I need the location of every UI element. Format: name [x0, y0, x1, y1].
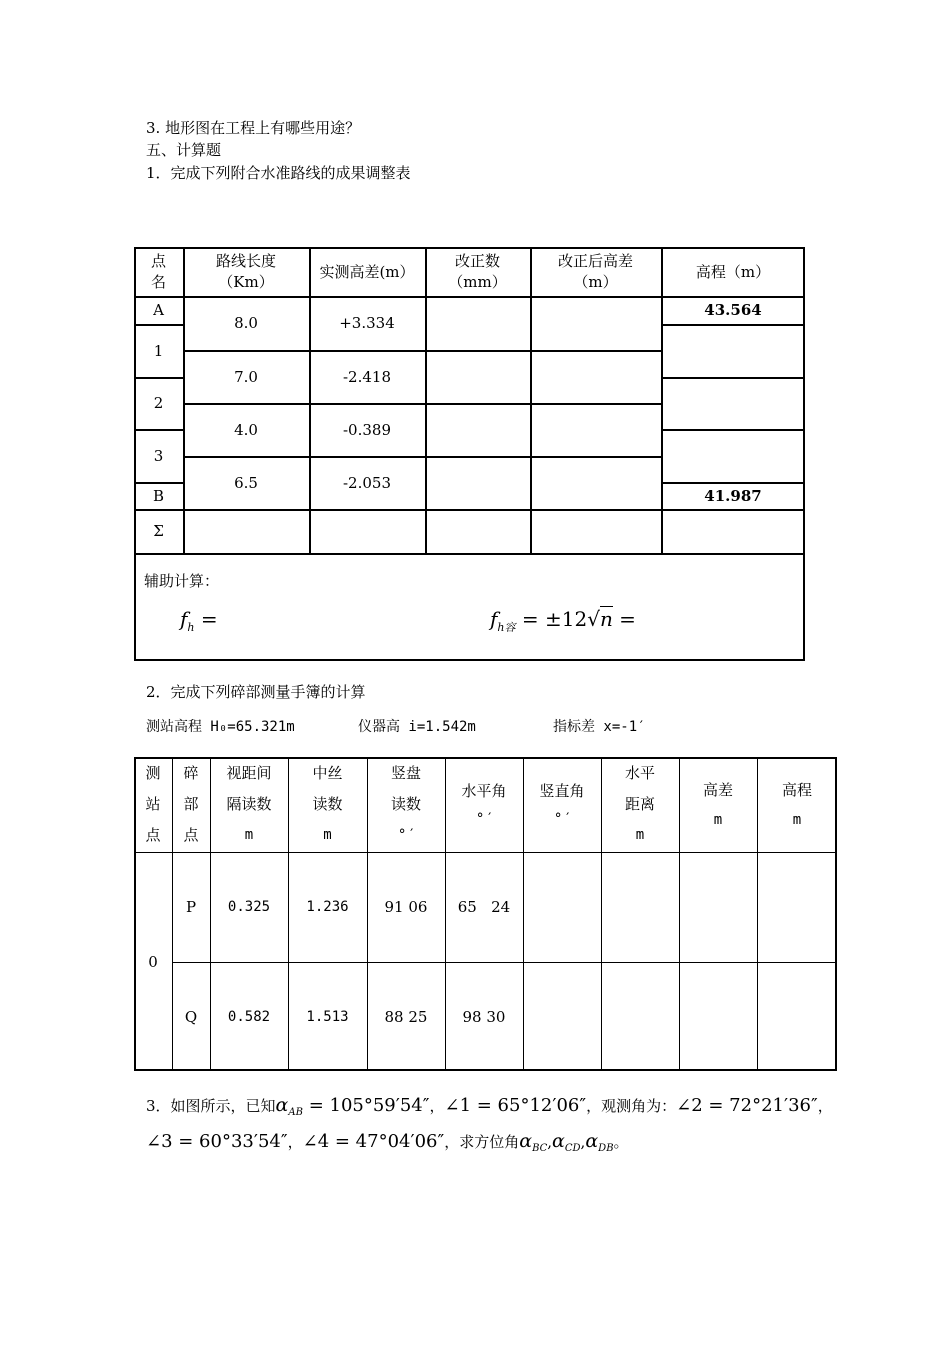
point-3: 3 [153, 446, 164, 465]
length-3-B: 6.5 [234, 473, 258, 492]
detail-point-Q: Q [184, 1007, 198, 1026]
header-horizontal-angle: 水平角 ° ′ [461, 781, 507, 827]
question-3: 3. 地形图在工程上有哪些用途？ [146, 119, 361, 137]
section-title: 五、计算题 [146, 141, 222, 159]
header-height-diff: 高差 m [702, 780, 733, 828]
mid-hair-P: 1.236 [306, 899, 349, 915]
interval-P: 0.325 [227, 899, 271, 915]
point-1: 1 [153, 341, 164, 360]
station-elevation: 测站高程 H₀=65.321m [146, 719, 295, 735]
header-horizontal-distance: 水平 距离 m [624, 764, 655, 843]
mid-hair-Q: 1.513 [306, 1008, 349, 1025]
horizontal-angle-P: 65 24 [457, 898, 511, 916]
diff-2-3: -0.389 [342, 420, 391, 439]
header-detail-point: 碎 部 点 [183, 764, 199, 844]
header-middle-hair: 中丝 读数 m [312, 764, 343, 843]
task-3-line-2: ∠3 = 60°33′54″，∠4 = 47°04′06″，求方位角$\alpha_{BC},\alpha_{CD},\alpha_{DB}$。 [146, 1130, 629, 1154]
header-station: 测 站 点 [145, 764, 161, 844]
vertical-reading-Q: 88 25 [384, 1007, 428, 1026]
header-corrected-diff: 改正后高差 （m） [557, 252, 633, 291]
point-A: A [153, 301, 164, 319]
diff-A-1: +3.334 [339, 314, 395, 332]
detail-point-P: P [185, 898, 197, 916]
closure-error-formula: $f_h$ = [180, 607, 218, 634]
header-elevation: 高程（m） [695, 262, 771, 281]
elevation-A: 43.564 [704, 301, 762, 319]
index-error: 指标差 x=-1′ [553, 719, 646, 735]
task-2-title: 2．完成下列碎部测量手簿的计算 [146, 683, 366, 701]
station-id: 0 [148, 952, 158, 971]
horizontal-angle-Q: 98 30 [462, 1007, 506, 1026]
length-1-2: 7.0 [234, 367, 258, 386]
task-3-line-1: 3．如图所示，已知$\alpha_{AB} = 105^\circ 59'54''$，∠1 = 65°12′06″，观测角为：∠2 = 72°21′36″， [146, 1094, 833, 1118]
header-elevation-2: 高程 m [781, 780, 812, 828]
header-vertical-circle: 竖盘 读数 ° ′ [390, 764, 421, 843]
interval-Q: 0.582 [227, 1008, 271, 1025]
sum-label: Σ [153, 522, 164, 540]
detail-survey-table [134, 757, 837, 1071]
point-B: B [152, 486, 165, 505]
allowable-closure-formula: $f_{h容} = \pm 12√n$ = [490, 607, 636, 634]
header-point-name: 点 名 [150, 252, 166, 291]
header-vertical-angle: 竖直角 ° ′ [539, 781, 585, 827]
task-1-title: 1．完成下列附合水准路线的成果调整表 [146, 164, 411, 182]
header-correction: 改正数 （mm） [448, 252, 507, 291]
point-2: 2 [153, 394, 164, 412]
diff-1-2: -2.418 [342, 367, 391, 386]
elevation-B: 41.987 [704, 486, 762, 505]
vertical-reading-P: 91 06 [384, 898, 428, 916]
header-route-length: 路线长度 （Km） [215, 252, 276, 291]
instrument-height: 仪器高 i=1.542m [358, 719, 476, 735]
length-A-1: 8.0 [234, 314, 258, 332]
header-measured-diff: 实测高差(m） [319, 262, 415, 281]
diff-3-B: -2.053 [342, 473, 391, 492]
header-stadia-interval: 视距间 隔读数 m [226, 764, 272, 843]
length-2-3: 4.0 [234, 420, 258, 439]
aux-calc-label: 辅助计算： [144, 572, 220, 590]
leveling-table [134, 247, 805, 661]
